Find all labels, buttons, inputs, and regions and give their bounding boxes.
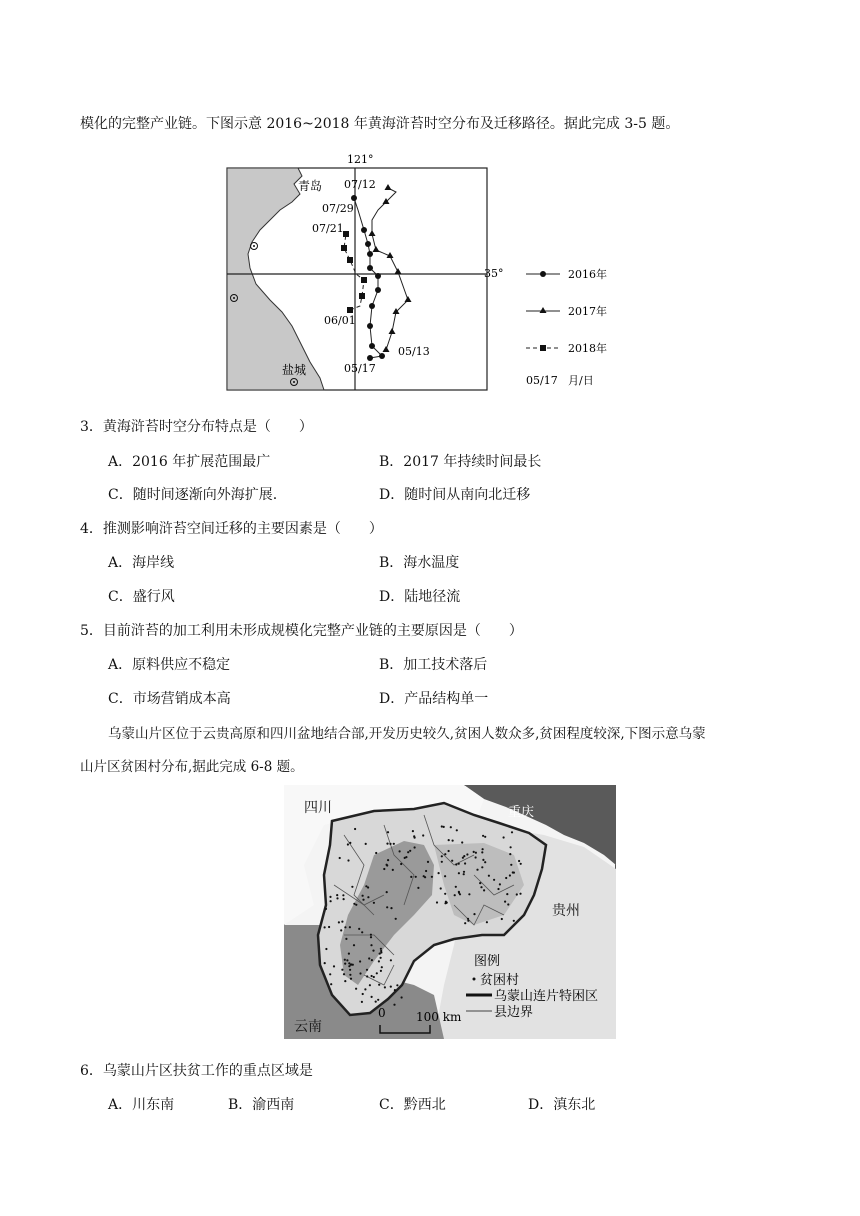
wumeng-poverty-map (284, 785, 616, 1039)
svg-text:贫困村: 贫困村 (480, 973, 520, 988)
svg-text:0: 0 (378, 1006, 386, 1020)
village-dot (507, 903, 509, 905)
village-dot (448, 839, 450, 841)
village-dot (481, 851, 483, 853)
svg-text:05/17: 05/17 (526, 374, 558, 387)
village-dot (346, 959, 348, 961)
village-dot (444, 853, 446, 855)
village-dot (348, 953, 350, 955)
village-dot (482, 859, 484, 861)
village-dot (362, 993, 364, 995)
village-dot (343, 973, 345, 975)
village-dot (373, 976, 375, 978)
village-dot (341, 921, 343, 923)
village-dot (458, 872, 460, 874)
village-dot (417, 887, 419, 889)
village-dot (362, 895, 364, 897)
village-dot (371, 959, 373, 961)
village-dot (350, 964, 352, 966)
village-dot (377, 999, 379, 1001)
svg-text:月/日: 月/日 (568, 374, 594, 387)
village-dot (503, 836, 505, 838)
village-dot (387, 859, 389, 861)
village-dot (379, 953, 381, 955)
village-dot (400, 863, 402, 865)
village-dot (365, 843, 367, 845)
date-label: 05/17 (344, 362, 376, 375)
village-dot (383, 868, 385, 870)
village-dot (486, 921, 488, 923)
village-dot (441, 861, 443, 863)
village-dot (343, 898, 345, 900)
village-dot (364, 988, 366, 990)
village-dot (509, 853, 511, 855)
village-dot (330, 983, 332, 985)
village-dot (375, 852, 377, 854)
village-dot (497, 888, 499, 890)
village-dot (519, 893, 521, 895)
village-dot (386, 843, 388, 845)
village-dot (361, 931, 363, 933)
village-dot (510, 846, 512, 848)
village-dot (370, 944, 372, 946)
village-dot (394, 989, 396, 991)
village-dot (445, 901, 447, 903)
q3-option-d[interactable]: D．随时间从南向北迁移 (379, 487, 531, 503)
village-dot (443, 826, 445, 828)
village-dot (344, 980, 346, 982)
village-dot (399, 850, 401, 852)
q6-option-d[interactable]: D．滇东北 (528, 1097, 596, 1113)
village-dot (393, 843, 395, 845)
svg-text:2016年: 2016年 (568, 268, 607, 281)
village-dot (505, 877, 507, 879)
village-dot (462, 857, 464, 859)
q6-option-b[interactable]: B．渝西南 (228, 1097, 295, 1113)
village-dot (325, 948, 327, 950)
village-dot (450, 826, 452, 828)
q3-option-b[interactable]: B．2017 年持续时间最长 (379, 454, 542, 470)
village-dot (395, 918, 397, 920)
village-dot (479, 882, 481, 884)
village-dot (438, 872, 440, 874)
village-dot (358, 928, 360, 930)
village-dot (454, 894, 456, 896)
village-dot (347, 859, 349, 861)
village-dot (464, 862, 466, 864)
village-dot (441, 825, 443, 827)
q4-option-c[interactable]: C．盛行风 (108, 589, 175, 605)
village-dot (467, 920, 469, 922)
village-dot (482, 835, 484, 837)
village-dot (441, 855, 443, 857)
village-dot (436, 901, 438, 903)
q4-option-a[interactable]: A．海岸线 (108, 555, 175, 571)
village-dot (366, 975, 368, 977)
q5-stem: 5．目前浒苔的加工利用未形成规模化完整产业链的主要原因是（ ） (80, 623, 523, 639)
village-dot (458, 891, 460, 893)
village-dot (353, 944, 355, 946)
svg-text:图例: 图例 (474, 954, 501, 969)
q6-option-c[interactable]: C．黔西北 (379, 1097, 446, 1113)
village-dot (380, 970, 382, 972)
para2-line2: 山片区贫困村分布,据此完成 6-8 题。 (80, 759, 304, 775)
village-dot (444, 893, 446, 895)
village-dot (378, 960, 380, 962)
svg-text:乌蒙山连片特困区: 乌蒙山连片特困区 (494, 989, 599, 1004)
q4-option-d[interactable]: D．陆地径流 (379, 589, 461, 605)
label-sichuan: 四川 (304, 800, 332, 816)
village-dot (410, 876, 412, 878)
date-label: 07/21 (312, 222, 344, 235)
village-dot (405, 856, 407, 858)
village-dot (473, 913, 475, 915)
village-dot (499, 883, 501, 885)
village-dot (456, 829, 458, 831)
village-dot (466, 853, 468, 855)
village-dot (463, 871, 465, 873)
village-dot (362, 899, 364, 901)
village-dot (392, 869, 394, 871)
village-dot (380, 950, 382, 952)
village-dot (481, 866, 483, 868)
village-dot (378, 984, 380, 986)
village-dot (330, 900, 332, 902)
village-dot (355, 988, 357, 990)
village-dot (373, 902, 375, 904)
svg-text:100 km: 100 km (416, 1010, 462, 1024)
village-dot (336, 894, 338, 896)
village-dot (375, 1001, 377, 1003)
village-dot (333, 965, 335, 967)
village-dot (513, 872, 515, 874)
village-dot (365, 885, 367, 887)
label-guizhou: 贵州 (552, 903, 580, 919)
village-dot (370, 934, 372, 936)
svg-text:2017年: 2017年 (568, 305, 607, 318)
village-dot (359, 972, 361, 974)
village-dot (425, 870, 427, 872)
village-dot (459, 893, 461, 895)
village-dot (468, 893, 470, 895)
village-dot (386, 891, 388, 893)
village-dot (448, 850, 450, 852)
q5-option-c[interactable]: C．市场营销成本高 (108, 691, 231, 707)
village-dot (455, 863, 457, 865)
village-dot (473, 851, 475, 853)
village-dot (328, 926, 330, 928)
village-dot (501, 918, 503, 920)
village-dot (376, 972, 378, 974)
village-dot (431, 876, 433, 878)
city-qingdao: 青岛 (298, 179, 323, 193)
village-dot (390, 907, 392, 909)
village-dot (366, 969, 368, 971)
label-chongqing: 重庆 (508, 805, 535, 820)
village-dot (354, 828, 356, 830)
village-dot (518, 860, 520, 862)
village-dot (339, 857, 341, 859)
village-dot (347, 843, 349, 845)
village-dot (380, 948, 382, 950)
village-dot (488, 875, 490, 877)
para2-line1: 乌蒙山片区位于云贵高原和四川盆地结合部,开发历史较久,贫困人数众多,贫困程度较深,下图示意乌蒙 (108, 726, 706, 742)
village-dot (464, 922, 466, 924)
village-dot (504, 901, 506, 903)
village-dot (484, 861, 486, 863)
village-dot (444, 875, 446, 877)
village-dot (352, 964, 354, 966)
q4-option-b[interactable]: B．海水温度 (379, 555, 460, 571)
city-yancheng: 盐城 (282, 363, 307, 377)
village-dot (415, 876, 417, 878)
village-dot (493, 879, 495, 881)
village-dot (371, 975, 373, 977)
village-dot (451, 860, 453, 862)
village-dot (370, 936, 372, 938)
village-dot (351, 886, 353, 888)
svg-text:2018年: 2018年 (568, 342, 607, 355)
village-dot (513, 920, 515, 922)
village-dot (367, 896, 369, 898)
q5-option-b[interactable]: B．加工技术落后 (379, 657, 488, 673)
village-dot (341, 969, 343, 971)
q3-option-c[interactable]: C．随时间逐渐向外海扩展. (108, 487, 278, 503)
village-dot (414, 846, 416, 848)
q5-option-a[interactable]: A．原料供应不稳定 (108, 657, 231, 673)
village-dot (520, 863, 522, 865)
village-dot (440, 887, 442, 889)
date-label: 05/13 (398, 345, 430, 358)
village-dot (349, 969, 351, 971)
village-dot (461, 841, 463, 843)
village-dot (338, 921, 340, 923)
village-dot (324, 926, 326, 928)
village-dot (455, 886, 457, 888)
village-dot (423, 875, 425, 877)
village-dot (509, 874, 511, 876)
q3-stem: 3．黄海浒苔时空分布特点是（ ） (80, 419, 313, 435)
village-dot (329, 896, 331, 898)
village-dot (396, 984, 398, 986)
village-dot (361, 1001, 363, 1003)
village-dot (349, 842, 351, 844)
village-dot (484, 836, 486, 838)
village-dot (349, 974, 351, 976)
q3-option-a[interactable]: A．2016 年扩展范围最广 (108, 454, 271, 470)
village-dot (463, 873, 465, 875)
village-dot (369, 984, 371, 986)
village-dot (336, 897, 338, 899)
village-dot (372, 950, 374, 952)
algae-migration-map (220, 150, 640, 395)
village-dot (344, 963, 346, 965)
village-dot (482, 848, 484, 850)
village-dot (393, 1004, 395, 1006)
village-dot (325, 908, 327, 910)
lat-label: 35° (484, 267, 504, 280)
village-dot (324, 962, 326, 964)
village-dot (452, 840, 454, 842)
lon-label: 121° (347, 153, 374, 166)
village-dot (510, 864, 512, 866)
village-dot (409, 850, 411, 852)
q4-stem: 4．推测影响浒苔空间迁移的主要因素是（ ） (80, 521, 383, 537)
village-dot (458, 863, 460, 865)
village-dot (344, 959, 346, 961)
village-dot (427, 861, 429, 863)
village-dot (381, 966, 383, 968)
date-label: 06/01 (324, 314, 356, 327)
village-dot (413, 835, 415, 837)
village-dot (386, 906, 388, 908)
village-dot (407, 851, 409, 853)
svg-text:县边界: 县边界 (494, 1005, 534, 1020)
map1-legend (526, 267, 607, 387)
village-dot (480, 886, 482, 888)
village-dot (390, 986, 392, 988)
village-dot (349, 926, 351, 928)
village-dot (476, 869, 478, 871)
village-dot (467, 918, 469, 920)
village-dot (516, 893, 518, 895)
village-dot (340, 929, 342, 931)
village-dot (475, 856, 477, 858)
village-dot (342, 894, 344, 896)
village-dot (371, 996, 373, 998)
label-yunnan: 云南 (294, 1019, 322, 1035)
village-dot (389, 843, 391, 845)
village-dot (475, 852, 477, 854)
village-dot (483, 889, 485, 891)
date-label: 07/29 (322, 202, 354, 215)
village-dot (390, 959, 392, 961)
village-dot (344, 926, 346, 928)
q6-stem: 6．乌蒙山片区扶贫工作的重点区域是 (80, 1063, 313, 1079)
village-dot (384, 986, 386, 988)
village-dot (359, 960, 361, 962)
village-dot (401, 996, 403, 998)
q6-option-a[interactable]: A．川东南 (108, 1097, 175, 1113)
village-dot (511, 831, 513, 833)
village-dot (350, 978, 352, 980)
village-dot (387, 831, 389, 833)
village-dot (345, 938, 347, 940)
village-dot (329, 973, 331, 975)
village-dot (506, 893, 508, 895)
village-dot (353, 903, 355, 905)
intro-text: 模化的完整产业链。下图示意 2016~2018 年黄海浒苔时空分布及迁移路径。据此完成 3-5 题。 (80, 116, 680, 132)
village-dot (380, 957, 382, 959)
village-dot (412, 830, 414, 832)
village-dot (422, 834, 424, 836)
date-label: 07/12 (344, 178, 376, 191)
village-dot (355, 904, 357, 906)
q5-option-d[interactable]: D．产品结构单一 (379, 691, 489, 707)
village-dot (368, 957, 370, 959)
village-dot (386, 864, 388, 866)
